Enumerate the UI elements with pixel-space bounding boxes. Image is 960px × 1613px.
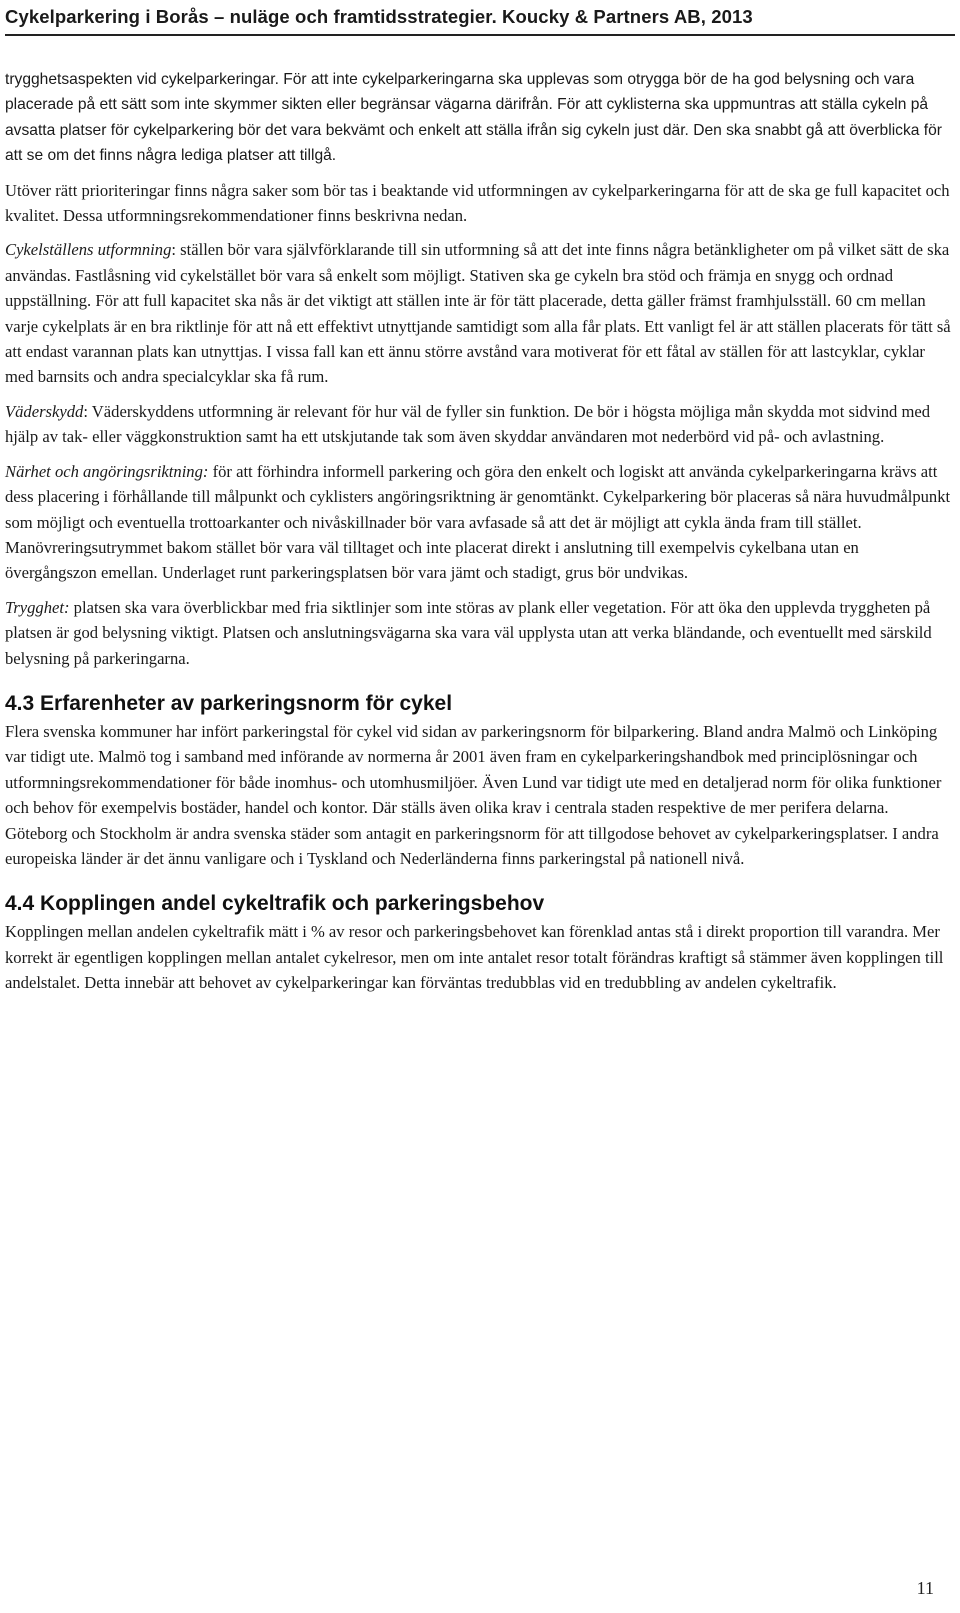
header-divider <box>5 34 955 36</box>
lead-term: Cykelställens utformning <box>5 240 172 260</box>
paragraph-narhet <box>5 459 952 586</box>
document-title: Cykelparkering i Borås – nuläge och framtidsstrategier. Koucky & Partners AB, 2013 <box>5 6 753 27</box>
page-body <box>5 67 952 1005</box>
lead-term: Trygghet: <box>5 597 70 617</box>
page-header <box>5 0 955 49</box>
page-number: 11 <box>916 1578 934 1598</box>
paragraph-trygghetsaspekten: trygghetsaspekten vid cykelparkeringar. För att inte cykelparkeringarna ska upplevas som otrygga bör de ha god belysning och vara placerade på ett sätt som inte skymmer sikten eller begränsar vägarna därifrån. För att cyklisterna ska uppmuntras att ställa cykeln på avsatta platser för cykelparkering bör det vara bekvämt och enkelt att ställa ifrån sig cykeln just där. Den ska snabbt gå att överblicka för att se om det finns några lediga platser att tillgå. <box>5 71 942 165</box>
paragraph-text: för att förhindra informell parkering och göra den enkelt och logiskt att använda cykelparkeringarna krävs att dess placering i förhållande till målpunkt och cyklisters angöringsriktning är genomtänkt. Cykelparkering bör placeras så nära huvudmålpunkt som möjligt och eventuella trottoarkanter och nivåskillnader bör vara avfasade så att det är möjligt att cykla ända fram till stället. Manövreringsutrymmet bakom stället bör vara väl tilltaget och inte placerat direkt i anslutning till exempelvis cykelbana utan en övergångszon emellan. Underlaget runt parkeringsplatsen bör vara jämt och stadigt, grus bör undvikas. <box>5 461 951 583</box>
paragraph-trygghet <box>5 595 952 671</box>
section-text-4-3: Flera svenska kommuner har infört parkeringstal för cykel vid sidan av parkeringsnorm för bilparkering. Bland andra Malmö och Linköping var tidigt ute. Malmö tog i samband med införande av normerna år 2001 även fram en cykelparkeringshandbok med principlösningar och utformningsrekommendationer för både inomhus- och utomhusmiljöer. Även Lund var tidigt ute med en detaljerad norm för olika funktioner och behov för exempelvis bostäder, handel och kontor. Där ställs även olika krav i centrala staden respektive de mer perifera delarna. Göteborg och Stockholm är andra svenska städer som antagit en parkeringsnorm för att tillgodose behovet av cykelparkeringsplatser. I andra europeiska länder är det ännu vanligare och i Tyskland och Nederländerna finns parkeringstal på nationell nivå. <box>5 721 942 868</box>
lead-term: Närhet och angöringsriktning: <box>5 461 209 481</box>
paragraph-vaderskydd <box>5 399 952 450</box>
paragraph-text: : Väderskyddens utformning är relevant för hur väl de fyller sin funktion. De bör i högsta möjliga mån skydda mot sidvind med hjälp av tak- eller väggkonstruktion samt ha ett utskjutande tak som även skyddar användaren mot nederbörd vid på- och avlastning. <box>5 401 931 447</box>
paragraph-text: : ställen bör vara självförklarande till sin utformning så att det inte finns några betänkligheter om på vilket sätt de ska användas. Fastlåsning vid cykelstället bör vara så enkelt som möjligt. Stativen ska ge cykeln bra stöd och främja en snygg och ordnad uppställning. För att full kapacitet ska nås är det viktigt att ställen inte är för tätt placerade, detta gäller främst framhjulsställ. 60 cm mellan varje cykelplats är en bra riktlinje för att nå ett effektivt utnyttjande samtidigt som alla får plats. Ett vanligt fel är att ställen placerats för tätt så att endast varannan plats kan utnyttjas. I vissa fall kan ett ännu större avstånd vara motiverat för ett fåtal av ställen för att lastcyklar, cyklar med barnsits och andra specialcyklar ska få rum. <box>5 240 951 387</box>
paragraph-prioriteringar: Utöver rätt prioriteringar finns några saker som bör tas i beaktande vid utformningen av cykelparkeringarna för att de ska ge full kapacitet och kvalitet. Dessa utformningsrekommendationer finns beskrivna nedan. <box>5 180 950 226</box>
lead-term: Väderskydd <box>5 401 84 421</box>
section-text-4-4: Kopplingen mellan andelen cykeltrafik mätt i % av resor och parkeringsbehovet kan förenklad antas stå i direkt proportion till varandra. Mer korrekt är egentligen kopplingen mellan antalet cykelresor, men om inte antalet resor totalt förändras kraftigt så stämmer även kopplingen till andelstalet. Detta innebär att behovet av cykelparkeringar kan förväntas tredubblas vid en tredubbling av andelen cykeltrafik. <box>5 922 944 993</box>
section-heading-4-4: 4.4 Kopplingen andel cykeltrafik och parkeringsbehov <box>5 892 545 916</box>
paragraph-text: platsen ska vara överblickbar med fria siktlinjer som inte störas av plank eller vegetation. För att öka den upplevda tryggheten på platsen är god belysning viktigt. Platsen och anslutningsvägarna ska vara väl upplysta utan att verka bländande, och eventuellt med särskild belysning på parkeringarna. <box>5 597 932 668</box>
section-heading-4-3: 4.3 Erfarenheter av parkeringsnorm för cykel <box>5 691 453 715</box>
paragraph-cykelstallens-utformning <box>5 237 952 389</box>
